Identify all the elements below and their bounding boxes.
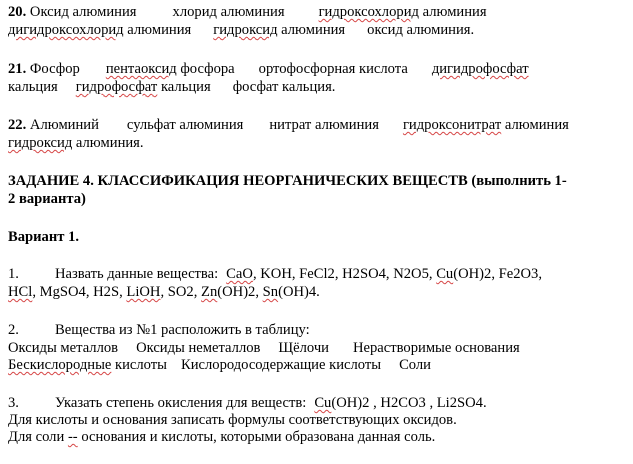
section-heading: ЗАДАНИЕ 4. КЛАССИФИКАЦИЯ НЕОРГАНИЧЕСКИХ ВЕЩЕСТВ (выполнить 1- — [8, 173, 567, 189]
chemical-name: гидроксонитрат — [402, 117, 502, 133]
question-2-line-1 — [8, 322, 310, 339]
table-column-name: Соли — [399, 357, 431, 373]
chemical-name: хлорид алюминия — [172, 4, 285, 20]
task-22-line-2 — [8, 135, 144, 152]
chemical-name: Фосфор — [29, 61, 80, 77]
table-column-name: кислоты — [115, 357, 167, 373]
chemical-name: алюминия — [127, 22, 192, 38]
chemical-name: гидрофосфат — [75, 79, 158, 95]
formula: CaO — [226, 266, 253, 282]
question-1-line-1 — [8, 266, 542, 283]
chemical-name: фосфат кальция. — [232, 79, 336, 95]
chemical-name: алюминия — [422, 4, 487, 20]
chemical-name: дигидрофосфат — [431, 61, 529, 77]
chemical-name: нитрат алюминия — [269, 117, 379, 133]
chemical-name: дигидроксохлорид — [8, 22, 124, 38]
chemical-name: пентаоксид — [105, 61, 177, 77]
task-number: 20. — [8, 4, 27, 20]
formula: , KOH, FeCl2, H2SO4, N2O5, — [252, 266, 433, 282]
question-text: Назвать данные вещества: — [55, 266, 219, 282]
question-3-line-1 — [8, 395, 487, 412]
chemical-name: алюминия — [504, 117, 569, 133]
task-number: 21. — [8, 61, 27, 77]
question-text: Для соли — [8, 429, 65, 445]
formula: , MgSO4, H2S, — [32, 284, 123, 300]
task-22-line-1 — [8, 117, 569, 134]
table-column-name: Нерастворимые основания — [352, 340, 520, 356]
chemical-name: кальция — [160, 79, 211, 95]
question-number: 1. — [8, 266, 19, 282]
table-column-name: Оксиды неметаллов — [136, 340, 261, 356]
chemical-name: гидроксохлорид — [318, 4, 419, 20]
task-21-line-2 — [8, 79, 335, 96]
chemical-name: фосфора — [180, 61, 235, 77]
formula: LiOH — [126, 284, 161, 300]
chemical-name: алюминия — [281, 22, 346, 38]
formula: Zn — [201, 284, 218, 300]
formula: Sn — [262, 284, 279, 300]
question-text: Указать степень окисления для веществ: — [55, 395, 307, 411]
question-3-line-3 — [8, 429, 435, 446]
task-20-line-1 — [8, 4, 487, 21]
question-number: 3. — [8, 395, 19, 411]
chemical-name: кальция — [8, 79, 58, 95]
question-text: Вещества из №1 расположить в таблицу: — [55, 322, 310, 338]
question-2-line-2 — [8, 340, 520, 357]
chemical-name: гидроксид — [8, 135, 73, 151]
table-column-name: Кислородосодержащие кислоты — [180, 357, 382, 373]
question-text: основания и кислоты, которыми образована данная соль. — [81, 429, 436, 445]
formula: Cu — [314, 395, 332, 411]
formula: (OH)4. — [278, 284, 320, 300]
task-21-line-1 — [8, 61, 529, 78]
chemical-name: Алюминий — [29, 117, 99, 133]
variant-title: Вариант 1. — [8, 229, 80, 245]
formula: (OH)2 , H2CO3 , Li2SO4. — [331, 395, 487, 411]
chemical-name: Оксид алюминия — [29, 4, 137, 20]
table-column-name: Оксиды металлов — [8, 340, 119, 356]
table-column-name: Бескислородные — [8, 357, 112, 373]
question-2-line-3 — [8, 357, 431, 374]
chemical-name: ортофосфорная кислота — [258, 61, 408, 77]
chemical-name: гидроксид — [213, 22, 278, 38]
question-1-line-2 — [8, 284, 320, 301]
chemical-name: сульфат алюминия — [126, 117, 244, 133]
table-column-name: Щёлочи — [278, 340, 329, 356]
task-20-line-2 — [8, 22, 474, 39]
formula: (OH)2, — [217, 284, 259, 300]
question-number: 2. — [8, 322, 19, 338]
chemical-name: оксид алюминия. — [367, 22, 475, 38]
task-number: 22. — [8, 117, 27, 133]
formula: Cu — [436, 266, 454, 282]
formula: (OH)2, Fe2O3, — [453, 266, 542, 282]
dash: -- — [67, 429, 78, 445]
formula: HCl — [8, 284, 33, 300]
formula: , SO2, — [160, 284, 198, 300]
chemical-name: алюминия. — [75, 135, 144, 151]
section-heading-cont: 2 варианта) — [8, 191, 86, 207]
question-3-line-2: Для кислоты и основания записать формулы соответствующих оксидов. — [8, 412, 457, 428]
